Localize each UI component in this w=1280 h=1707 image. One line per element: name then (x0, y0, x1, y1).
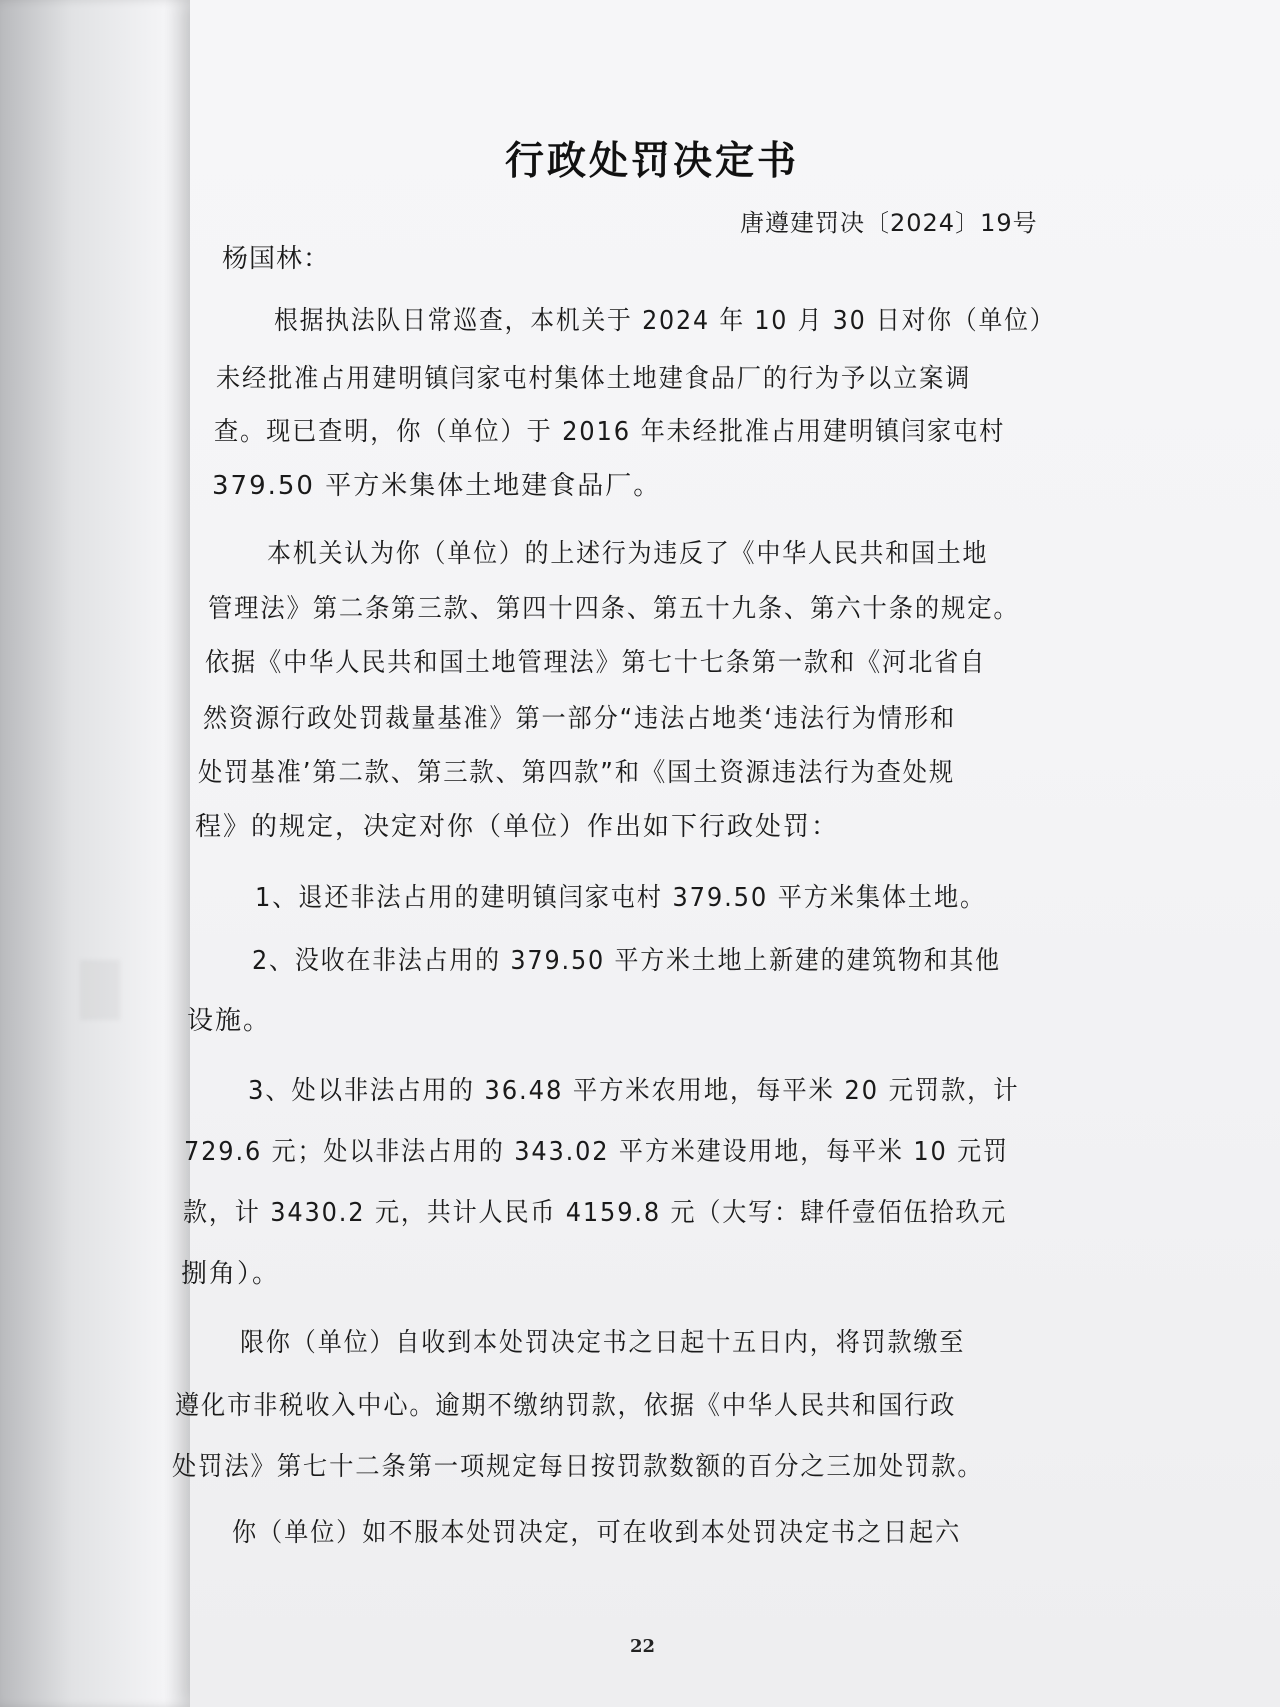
penalty-item: 1、退还非法占用的建明镇闫家屯村 379.50 平方米集体土地。 (255, 883, 987, 913)
penalty-item-continued: 捌角）。 (181, 1259, 281, 1289)
payment-paragraph: 限你（单位）自收到本处罚决定书之日起十五日内，将罚款缴至 (240, 1328, 966, 1358)
body-line: 程》的规定，决定对你（单位）作出如下行政处罚： (195, 812, 840, 842)
body-line: 379.50 平方米集体土地建食品厂。 (212, 471, 662, 501)
body-line: 依据《中华人民共和国土地管理法》第七十七条第一款和《河北省自 (205, 648, 987, 678)
payment-paragraph: 遵化市非税收入中心。逾期不缴纳罚款，依据《中华人民共和国行政 (175, 1391, 957, 1421)
penalty-item-continued: 款，计 3430.2 元，共计人民币 4159.8 元（大写：肆仟壹佰伍拾玖元 (183, 1198, 1008, 1228)
body-line: 处罚基准’第二款、第三款、第四款”和《国土资源违法行为查处规 (198, 758, 956, 788)
penalty-item: 3、处以非法占用的 36.48 平方米农用地，每平米 20 元罚款，计 (248, 1076, 1020, 1106)
body-line: 查。现已查明，你（单位）于 2016 年未经批准占用建明镇闫家屯村 (214, 417, 1006, 447)
body-line: 未经批准占用建明镇闫家屯村集体土地建食品厂的行为予以立案调 (216, 364, 972, 394)
payment-paragraph: 处罚法》第七十二条第一项规定每日按罚款数额的百分之三加处罚款。 (172, 1452, 984, 1482)
body-line: 根据执法队日常巡查，本机关于 2024 年 10 月 30 日对你（单位） (274, 306, 1056, 336)
page-number: 22 (630, 1636, 656, 1657)
document-number: 唐遵建罚决〔2024〕19号 (740, 209, 1038, 237)
penalty-item: 2、没收在非法占用的 379.50 平方米土地上新建的建筑物和其他 (252, 946, 1001, 976)
left-page-bleed (80, 960, 120, 1020)
recipient-name: 杨国林： (222, 244, 331, 274)
penalty-item-continued: 设施。 (187, 1006, 272, 1036)
appeal-paragraph: 你（单位）如不服本处罚决定，可在收到本处罚决定书之日起六 (232, 1518, 962, 1548)
penalty-item-continued: 729.6 元；处以非法占用的 343.02 平方米建设用地，每平米 10 元罚 (184, 1137, 1009, 1167)
body-line: 本机关认为你（单位）的上述行为违反了《中华人民共和国土地 (267, 539, 989, 569)
body-line: 然资源行政处罚裁量基准》第一部分“违法占地类‘违法行为情形和 (203, 704, 957, 734)
body-line: 管理法》第二条第三款、第四十四条、第五十九条、第六十条的规定。 (208, 594, 1020, 624)
document-title: 行政处罚决定书 (505, 138, 800, 184)
